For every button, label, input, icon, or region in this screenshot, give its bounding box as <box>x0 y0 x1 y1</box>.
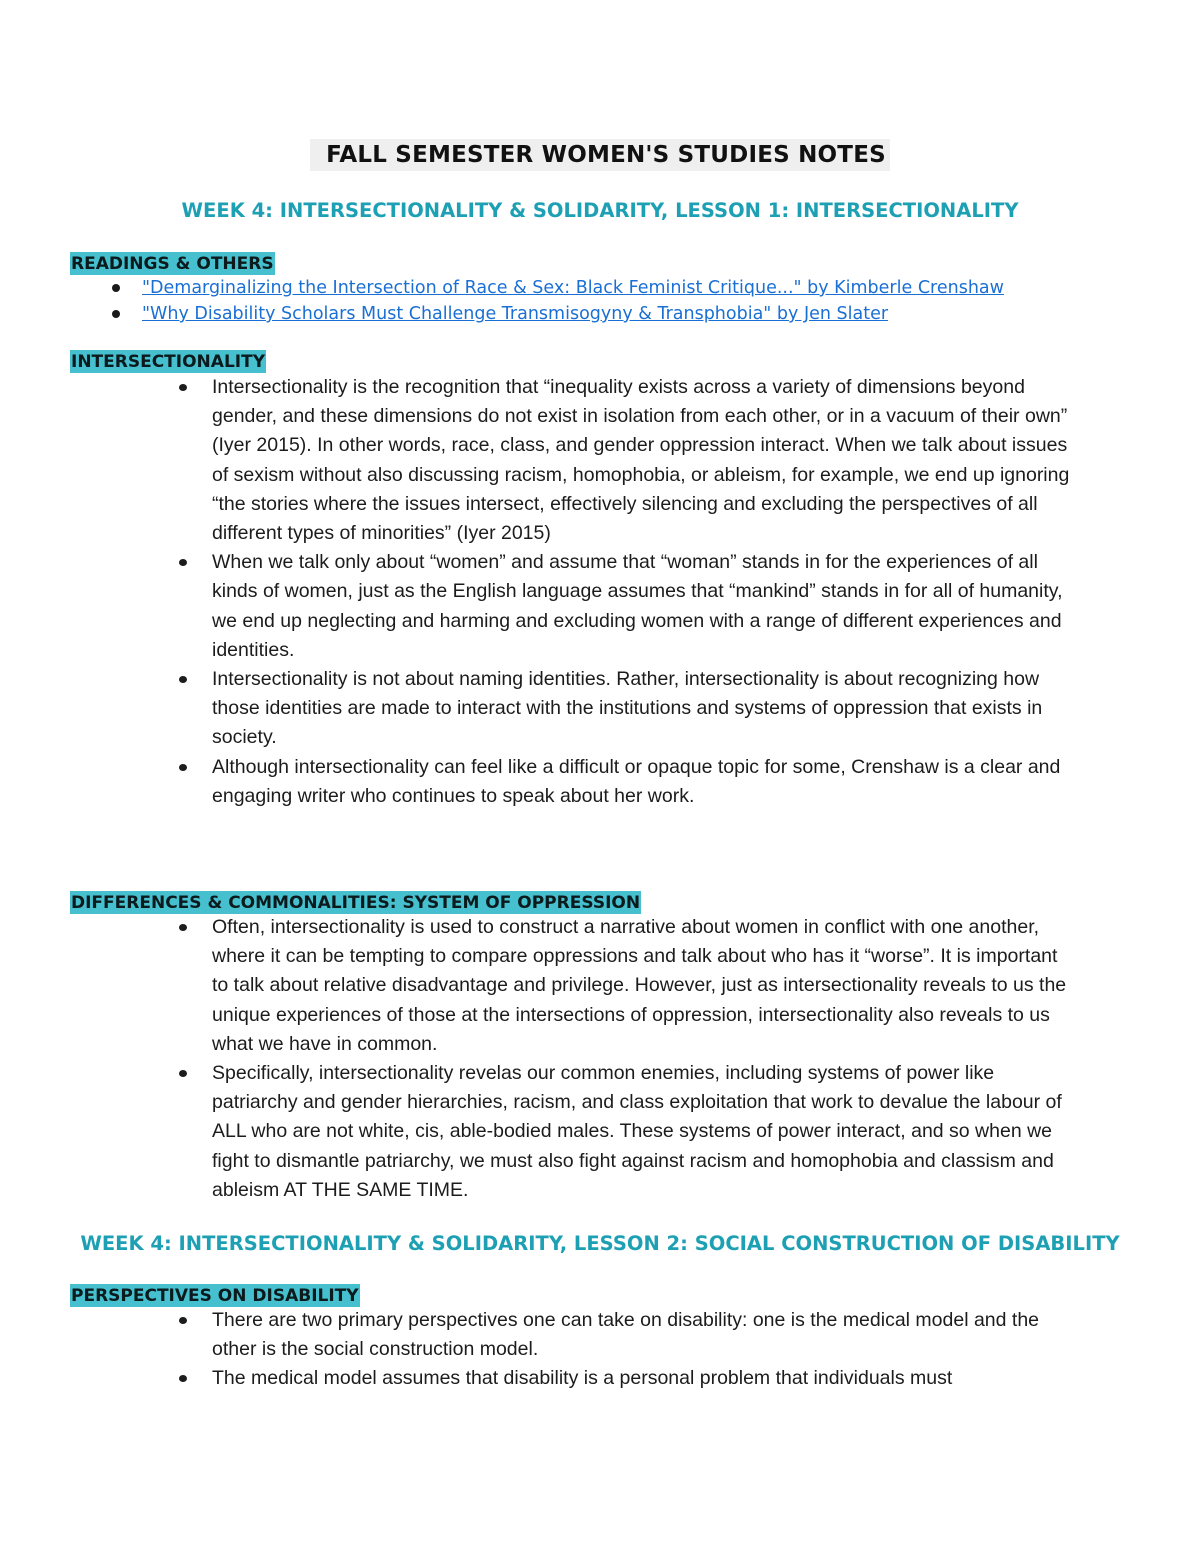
list-item <box>176 1364 1076 1393</box>
bullet-icon <box>179 924 187 931</box>
bullet-icon <box>179 384 187 391</box>
bullet-icon <box>112 284 120 292</box>
bullet-text: Often, intersectionality is used to construct a narrative about women in conflict with one another, where it can be tempting to compare oppressions and talk about who has it “worse”. It is important to talk about relative disadvantage and privilege. However, just as intersectionality reveals to us the unique experiences of those at the intersections of oppression, intersectionality also reveals to us what we have in common. <box>212 916 1067 1055</box>
differences-heading: DIFFERENCES & COMMONALITIES: SYSTEM OF OPPRESSION <box>71 893 641 913</box>
bullet-text: There are two primary perspectives one can take on disability: one is the medical model and the other is the social construction model. <box>212 1309 1040 1361</box>
reading-link-crenshaw[interactable]: "Demarginalizing the Intersection of Race & Sex: Black Feminist Critique..." by Kimberle Crenshaw <box>142 278 1004 298</box>
list-item <box>176 373 1076 548</box>
list-item <box>176 548 1076 665</box>
list-item <box>176 1059 1076 1205</box>
readings-heading: READINGS & OTHERS <box>71 254 274 274</box>
bullet-text: Intersectionality is the recognition that “inequality exists across a variety of dimensions beyond gender, and these dimensions do not exist in isolation from each other, or in a vacuum of their own” (Iyer 2015). In other words, race, class, and gender oppression interact. When we talk about issues of sexism without also discussing racism, homophobia, or ableism, for example, we end up ignoring “the stories where the issues intersect, effectively silencing and excluding the perspectives of all different types of minorities” (Iyer 2015) <box>212 376 1070 545</box>
bullet-icon <box>179 764 187 771</box>
intersectionality-bullets <box>176 373 1076 811</box>
bullet-icon <box>179 1317 187 1324</box>
list-item <box>176 665 1076 753</box>
bullet-text: When we talk only about “women” and assume that “woman” stands in for the experiences of all kinds of women, just as the English language assumes that “mankind” stands in for all of humanity, we end up neglecting and harming and excluding women with a range of different experiences and identities. <box>212 551 1063 661</box>
bullet-icon <box>179 1375 187 1382</box>
list-item <box>176 1306 1076 1364</box>
bullet-text: Intersectionality is not about naming identities. Rather, intersectionality is about recognizing how those identities are made to interact with the institutions and systems of oppression that exists in society. <box>212 668 1043 749</box>
bullet-icon <box>179 1070 187 1077</box>
list-item <box>176 753 1076 811</box>
perspectives-heading: PERSPECTIVES ON DISABILITY <box>71 1286 359 1306</box>
bullet-icon <box>179 559 187 566</box>
intersectionality-heading: INTERSECTIONALITY <box>71 352 266 372</box>
week4-lesson2-heading: WEEK 4: INTERSECTIONALITY & SOLIDARITY, LESSON 2: SOCIAL CONSTRUCTION OF DISABILITY <box>80 1232 1120 1255</box>
list-item <box>176 913 1076 1059</box>
perspectives-bullets <box>176 1306 1076 1394</box>
document-title: FALL SEMESTER WOMEN'S STUDIES NOTES <box>310 139 890 171</box>
bullet-text: Specifically, intersectionality revelas our common enemies, including systems of power like patriarchy and gender hierarchies, racism, and class exploitation that work to devalue the labour of ALL who are not white, cis, able-bodied males. These systems of power interact, and so when we fight to dismantle patriarchy, we must also fight against racism and homophobia and classism and ableism AT THE SAME TIME. <box>212 1062 1062 1201</box>
readings-list <box>108 275 1004 327</box>
list-item <box>108 301 1004 327</box>
title-row <box>0 139 1200 171</box>
week4-lesson1-heading: WEEK 4: INTERSECTIONALITY & SOLIDARITY, LESSON 1: INTERSECTIONALITY <box>181 199 1019 222</box>
differences-bullets <box>176 913 1076 1205</box>
bullet-text: The medical model assumes that disability is a personal problem that individuals must <box>212 1367 953 1390</box>
bullet-text: Although intersectionality can feel like a difficult or opaque topic for some, Crenshaw is a clear and engaging writer who continues to speak about her work. <box>212 755 1061 807</box>
list-item <box>108 275 1004 301</box>
reading-link-slater[interactable]: "Why Disability Scholars Must Challenge Transmisogyny & Transphobia" by Jen Slater <box>142 304 889 324</box>
bullet-icon <box>179 676 187 683</box>
bullet-icon <box>112 310 120 318</box>
